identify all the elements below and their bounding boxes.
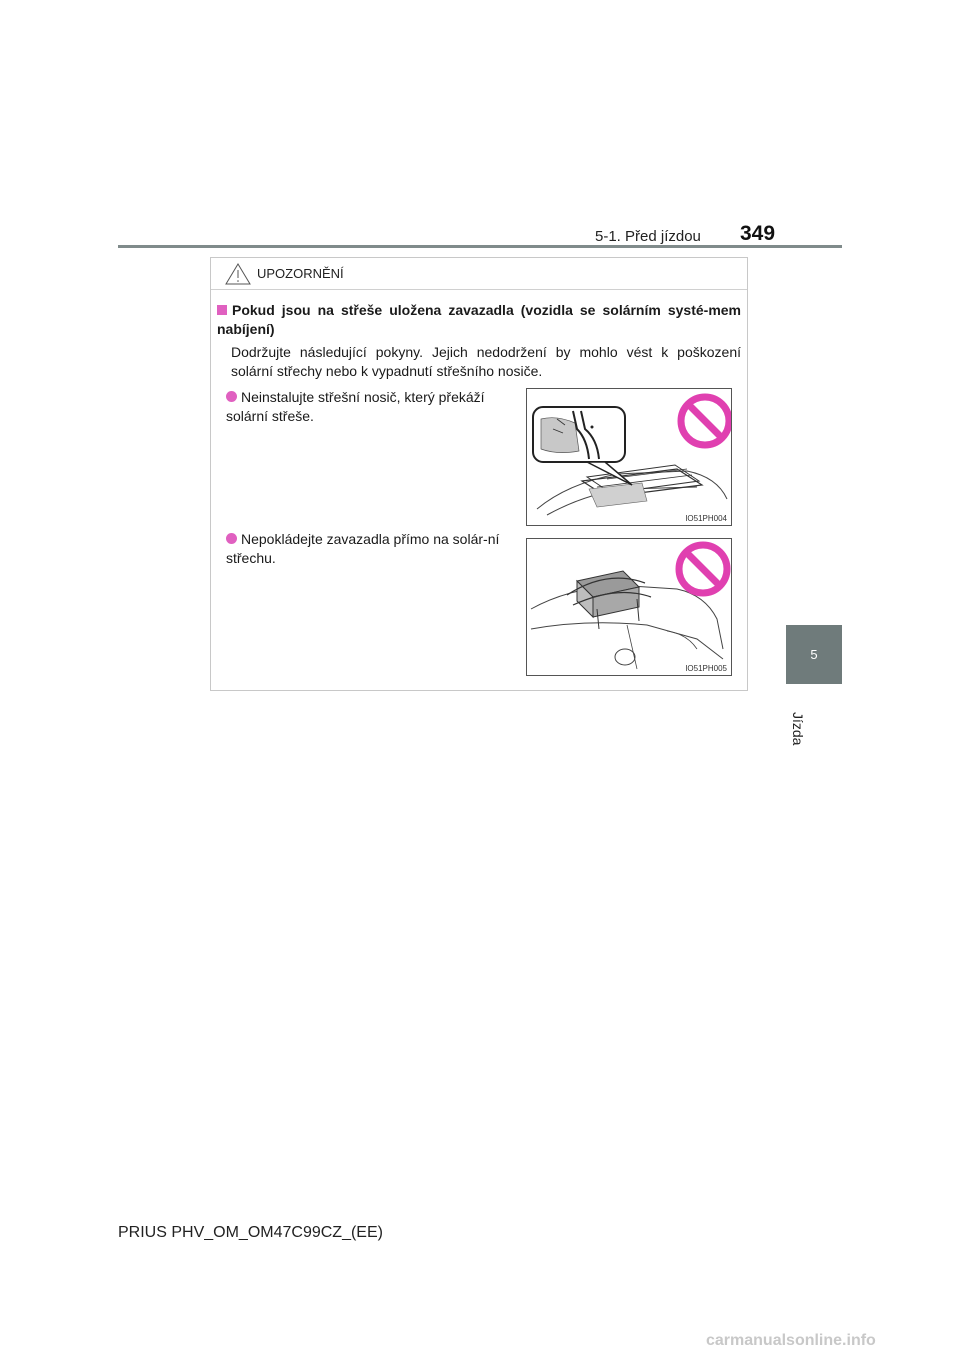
footer-doc-id: PRIUS PHV_OM_OM47C99CZ_(EE) (118, 1224, 383, 1241)
caution-header (211, 258, 747, 290)
illustration-luggage (526, 538, 732, 676)
circle-bullet-icon (226, 391, 237, 402)
watermark: carmanualsonline.info (706, 1332, 876, 1349)
caution-box (210, 257, 748, 691)
section-title-text: Pokud jsou na střeše uložena zavazadla (vozidla se solárním systé-mem nabíjení) (217, 302, 741, 337)
circle-bullet-icon (226, 533, 237, 544)
chapter-tab[interactable] (786, 625, 842, 684)
bullet-text: Neinstalujte střešní nosič, který překáží solární střeše. (226, 389, 485, 424)
section-body: Dodržujte následující pokyny. Jejich nedodržení by mohlo vést k poškození solární střechy nebo k vypadnutí střešního nosiče. (231, 344, 741, 379)
luggage-on-roof-illustration (527, 539, 731, 675)
header-rule (118, 245, 842, 248)
caution-title: UPOZORNĚNÍ (257, 266, 344, 281)
square-bullet-icon (217, 305, 227, 315)
image-code: IO51PH004 (685, 514, 727, 523)
roof-rack-car-illustration (527, 389, 731, 525)
page-number: 349 (740, 222, 776, 245)
section-title (217, 301, 741, 339)
bullet-item (226, 530, 511, 568)
header-section-title: 5-1. Před jízdou (595, 228, 701, 245)
chapter-label: Jízda (790, 712, 806, 746)
bullet-text: Nepokládejte zavazadla přímo na solár-ní střechu. (226, 531, 500, 566)
illustration-roof-rack (526, 388, 732, 526)
image-code: IO51PH005 (685, 664, 727, 673)
chapter-number: 5 (810, 647, 818, 662)
bullet-item (226, 388, 511, 426)
warning-triangle-icon (225, 263, 251, 285)
